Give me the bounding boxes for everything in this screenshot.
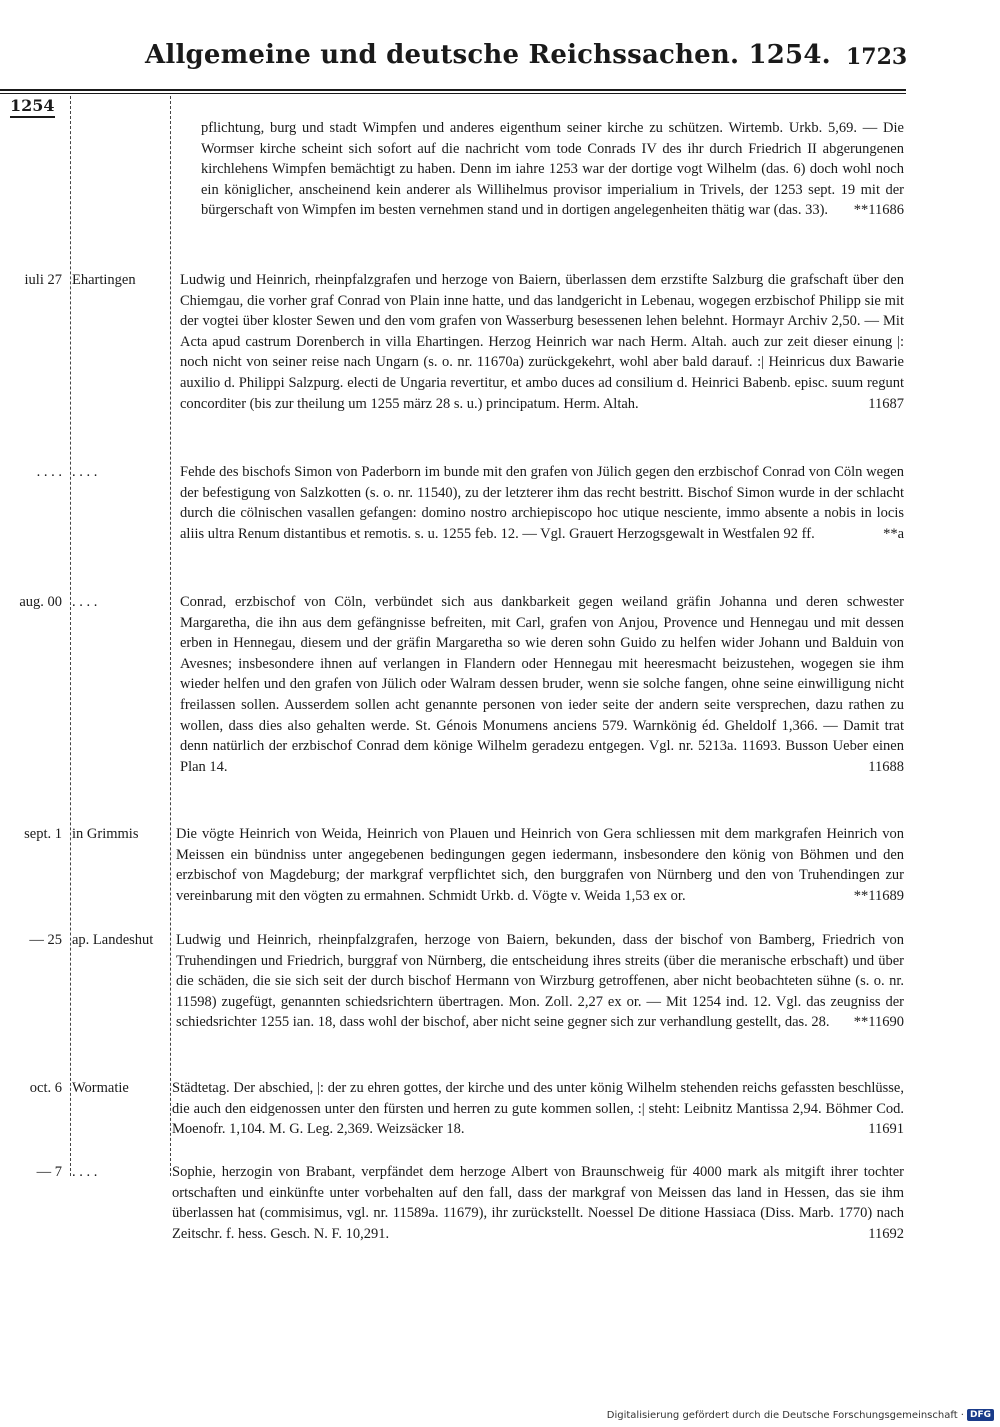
header-rule [0, 89, 906, 94]
entry-place: . . . . [72, 594, 98, 610]
entry-body [172, 1162, 904, 1244]
entry-text: Ludwig und Heinrich, rheinpfalzgrafen, herzoge von Baiern, bekunden, dass der bischof von Bamberg, Friedrich von Truhendingen und Friedrich, burggraf von Nürnberg, die entscheidung ihres streits (über die meranische erbschaft) und über die schäden, die sie sich seit der durch bischof Hermann von Wirzburg getroffenen, aber nicht beobachteten sühne (s. o. nr. 11598) zugefügt, genannten schiedsrichtern übertragen. Mon. Zoll. 2,27 ex or. — Mit 1254 ind. 12. Vgl. das zeugniss der schiedsrichter 1255 ian. 18, dass wohl der bischof, aber nicht seine gegner sich zur verhandlung gestellt, das. 28. [176, 932, 904, 1031]
entry-date: . . . . [36, 464, 62, 480]
entry-place: ap. Landeshut [72, 932, 154, 948]
entry-body [180, 462, 904, 544]
column-divider-place [170, 96, 171, 1176]
footer-text: Digitalisierung gefördert durch die Deutsche Forschungsgemeinschaft · [606, 1409, 964, 1421]
entry-place: Wormatie [72, 1080, 129, 1096]
entry-place: . . . . [72, 464, 98, 480]
entry-date: oct. 6 [29, 1080, 62, 1096]
entry-body [201, 118, 904, 221]
year-label: 1254 [10, 96, 55, 118]
entry-number: 11691 [868, 1121, 904, 1138]
entry-text: Städtetag. Der abschied, |: der zu ehren gottes, der kirche und des unter könig Wilhelm stehenden reichs gefassten beschlüsse, die auch den eidgenossen unter den fürsten und herren zu gute kommen sollen, :| steht: Leibnitz Mantissa 2,94. Böhmer Cod. Moenofr. 1,104. M. G. Leg. 2,369. Weizsäcker 18. [172, 1080, 904, 1138]
page-header-title: Allgemeine und deutsche Reichssachen. 1254. [145, 40, 831, 70]
footer-credit [607, 1409, 994, 1421]
entry-place: . . . . [72, 1164, 98, 1180]
entry-text: Ludwig und Heinrich, rheinpfalzgrafen und herzoge von Baiern, überlassen dem erzstifte Salzburg die grafschaft über den Chiemgau, die vorher graf Conrad von Plain inne hatte, und das landgericht in Lebenau, wogegen erzbischof Philipp sie mit der vogtei über kloster Sewen und den vom grafen von Wasserburg besessenen lehen belehnt. Hormayr Archiv 2,50. — Mit Acta apud castrum Dorenberch in villa Ehartingen. Herzog Heinrich war nach Herm. Altah. auch zur zeit dieser einung |: noch nicht von seiner reise nach Ungarn (s. o. nr. 11670a) zurückgekehrt, wohl aber bald darauf. :| Heinricus dux Bawarie auxilio d. Philippi Salzpurg. electi de Ungaria revertitur, et ambo duces ad consilium d. Heinrici Babenb. episc. suum regunt concorditer (bis zur theilung um 1255 märz 28 s. u.) principatum. Herm. Altah. [180, 272, 904, 412]
column-divider-date [70, 96, 71, 1176]
entry-body [180, 270, 904, 414]
entry-body [176, 930, 904, 1033]
entry-number: 11692 [868, 1225, 904, 1242]
entry-text: Sophie, herzogin von Brabant, verpfändet dem herzoge Albert von Braunschweig für 4000 mark als mitgift ihrer tochter ortschaften und einkünfte unter vorbehalten auf den fall, dass der markgraf von Meissen das land in Hessen, das sie ihm überlassen hat (commisimus, vgl. nr. 11589a. 11679), ihr zurückstellt. Noessel De ditione Hassiaca (Diss. Marb. 1770) nach Zeitschr. f. hess. Gesch. N. F. 10,291. [172, 1164, 904, 1242]
entry-place: Ehartingen [72, 272, 136, 288]
entry-number: 11688 [868, 758, 904, 775]
entry-text: Die vögte Heinrich von Weida, Heinrich von Plauen und Heinrich von Gera schliessen mit dem markgrafen Heinrich von Meissen ein bündniss unter angegebenen bedingungen gegen iedermann, insbesondere den könig von Böhmen und den erzbischof von Magdeburg; der markgraf verpflichtet sich, den burggrafen von Nürnberg und den von Truhendingen zur vereinbarung mit den vögten zu ermahnen. Schmidt Urkb. d. Vögte v. Weida 1,53 ex or. [176, 826, 904, 904]
entry-body [172, 1078, 904, 1140]
entry-date: sept. 1 [24, 826, 62, 842]
entry-number: **11689 [853, 887, 904, 904]
entry-text: Fehde des bischofs Simon von Paderborn im bunde mit den grafen von Jülich gegen den erzbischof Conrad von Cöln wegen der befestigung von Salzkotten (s. o. nr. 11540), zu der letzterer ihm das recht bestritt. Bischof Simon wurde in der schlacht durch die cölnischen vasallen gefangen: domino nostro archiepiscopo hoc utique nesciente, immo absente a nobis in locis aliis ultra Renum distantibus et remotis. s. u. 1255 feb. 12. — Vgl. Grauert Herzogsgewalt in Westfalen 92 ff. [180, 464, 904, 542]
entry-number: **11686 [853, 202, 904, 219]
entry-text: pflichtung, burg und stadt Wimpfen und anderes eigenthum seiner kirche zu schützen. Wirtemb. Urkb. 5,69. — Die Wormser kirche scheint sich sofort auf die nachricht vom tode Conrads IV des ihr durch Friedrich II abgerungenen kirchlehens Wimpfen bemächtigt zu haben. Denn im iahre 1253 war der dortige vogt Wilhelm (das. 6) doch wohl noch ein königlicher, anscheinend kein anderer als Willihelmus provisor imperialium in Trivels, der 1253 sept. 19 mit der bürgerschaft von Wimpfen im besten vernehmen stand und in dortigen angelegenheiten thätig war (das. 33). [201, 120, 904, 219]
entry-number: **a [883, 525, 904, 542]
entry-body [176, 824, 904, 906]
entry-number: **11690 [853, 1014, 904, 1031]
entry-date: — 7 [36, 1164, 62, 1180]
entry-place: in Grimmis [72, 826, 139, 842]
page-number: 1723 [846, 44, 908, 70]
entry-number: 11687 [868, 395, 904, 412]
entry-body [180, 592, 904, 777]
entry-date: aug. 00 [19, 594, 62, 610]
entry-text: Conrad, erzbischof von Cöln, verbündet sich aus dankbarkeit gegen weiland gräfin Johanna und deren schwester Margaretha, die ihn aus dem gefängnisse befreiten, mit Carl, grafen von Anjou, Provence und Hennegau und mit dessen erben in Hennegau, diesem und der gräfin Margaretha so wie deren sohn Guido zu helfen wider Johann und Balduin von Avesnes; insbesondere ihnen auf verlangen in Flandern oder Hennegau mit heeresmacht beizustehen, wogegen sie ihm wieder helfen und den grafen von Jülich oder Walram dessen bruder, wenn sie solche fangen, ohne seine einwilligung nicht freilassen sollen. Ausserdem sollen acht genannte personen von ieder seite der andern seite versprechen, dazu rathen zu wollen, dass dies also gehalten werde. St. Génois Monumens anciens 579. Warnkönig éd. Gheldolf 1,366. — Damit trat denn natürlich der erzbischof Conrad dem könige Wilhelm geradezu entgegen. Vgl. nr. 5213a. 11693. Busson Ueber einen Plan 14. [180, 594, 904, 775]
entry-date: — 25 [29, 932, 62, 948]
entry-date: iuli 27 [24, 272, 62, 288]
dfg-logo: DFG [967, 1409, 994, 1421]
